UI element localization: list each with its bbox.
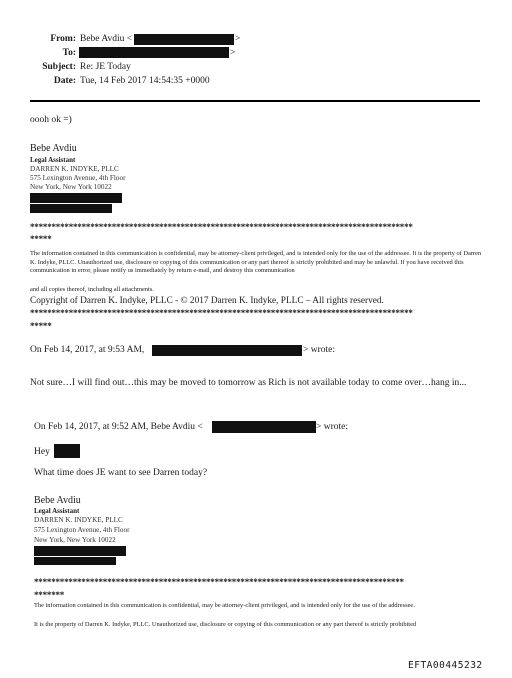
redaction-from-email bbox=[134, 34, 234, 45]
disclaimer-stars-bottom-short: ***** bbox=[30, 321, 52, 331]
redaction-signature2-phone bbox=[34, 546, 126, 556]
to-close: > bbox=[230, 48, 236, 58]
quote2-question: What time does JE want to see Darren today? bbox=[34, 468, 208, 478]
disclaimer-text-end: and all copies thereof, including all attachments. bbox=[30, 286, 154, 293]
signature-firm: DARREN K. INDYKE, PLLC bbox=[30, 165, 119, 173]
quote1-wrote: > wrote: bbox=[303, 345, 336, 355]
disclaimer-stars-bottom: ***************************************************************************************** bbox=[30, 308, 413, 318]
disclaimer2-text: The information contained in this communication is confidential, may be attorney-client privileged, and is intended only for the use of the addressee. bbox=[34, 602, 415, 609]
quote1-intro: On Feb 14, 2017, at 9:53 AM, bbox=[30, 345, 145, 355]
header-divider bbox=[30, 100, 480, 102]
document-id: EFTA00445232 bbox=[408, 660, 483, 671]
redaction-signature2-email bbox=[34, 557, 116, 565]
signature2-address-2: New York, New York 10022 bbox=[34, 536, 116, 544]
quote2-intro: On Feb 14, 2017, at 9:52 AM, Bebe Avdiu < bbox=[34, 422, 203, 432]
from-value: Bebe Avdiu < bbox=[80, 34, 133, 44]
date-value: Tue, 14 Feb 2017 14:54:35 +0000 bbox=[80, 76, 210, 86]
signature-address-2: New York, New York 10022 bbox=[30, 183, 112, 191]
signature2-address-1: 575 Lexington Avenue, 4th Floor bbox=[34, 526, 130, 534]
redaction-signature-email bbox=[30, 204, 112, 213]
subject-label: Subject: bbox=[42, 62, 76, 72]
signature2-firm: DARREN K. INDYKE, PLLC bbox=[34, 516, 123, 524]
subject-value: Re: JE Today bbox=[80, 62, 131, 72]
disclaimer-stars-top: ***************************************************************************************** bbox=[30, 222, 413, 232]
redaction-quote1-sender bbox=[152, 345, 302, 356]
signature2-name: Bebe Avdiu bbox=[34, 495, 81, 506]
signature2-title: Legal Assistant bbox=[34, 507, 80, 515]
signature-title: Legal Assistant bbox=[30, 156, 76, 164]
signature-name: Bebe Avdiu bbox=[30, 143, 77, 154]
copyright-line: Copyright of Darren K. Indyke, PLLC - © 2017 Darren K. Indyke, PLLC – All rights reserved. bbox=[30, 296, 384, 306]
from-close: > bbox=[235, 34, 241, 44]
redaction-signature-phone bbox=[30, 193, 122, 203]
disclaimer2-stars-short: ******* bbox=[34, 590, 65, 600]
signature-address-1: 575 Lexington Avenue, 4th Floor bbox=[30, 174, 126, 182]
from-label: From: bbox=[50, 34, 76, 44]
disclaimer2-stars-top: ************************************************************************************** bbox=[34, 577, 404, 587]
disclaimer-text: The information contained in this communication is confidential, may be attorney-client privileged, and is intended only for the use of the addressee. It is the property of Darren K. Indyke, PLLC. Unauthorized use, disclosure or copying of this communication or any part thereof is strictly prohibited and may be unlawful. If you have received this communication in error, please notify us immediately by return e-mail, and destroy this communication bbox=[30, 250, 482, 275]
reply-text: oooh ok =) bbox=[30, 115, 72, 125]
redaction-greeting-name bbox=[54, 444, 80, 458]
disclaimer-stars-short: ***** bbox=[30, 234, 52, 244]
redaction-to-email bbox=[79, 47, 229, 58]
to-label: To: bbox=[62, 48, 76, 58]
redaction-quote2-email bbox=[212, 421, 316, 433]
quote1-body: Not sure…I will find out…this may be moved to tomorrow as Rich is not available today to come over…hang in... bbox=[30, 378, 467, 388]
quote2-greeting: Hey bbox=[34, 447, 50, 457]
disclaimer2-text-2: It is the property of Darren K. Indyke, PLLC. Unauthorized use, disclosure or copying of this communication or any part thereof is strictly prohibited bbox=[34, 621, 417, 628]
quote2-wrote: > wrote: bbox=[316, 422, 349, 432]
date-label: Date: bbox=[53, 76, 76, 86]
